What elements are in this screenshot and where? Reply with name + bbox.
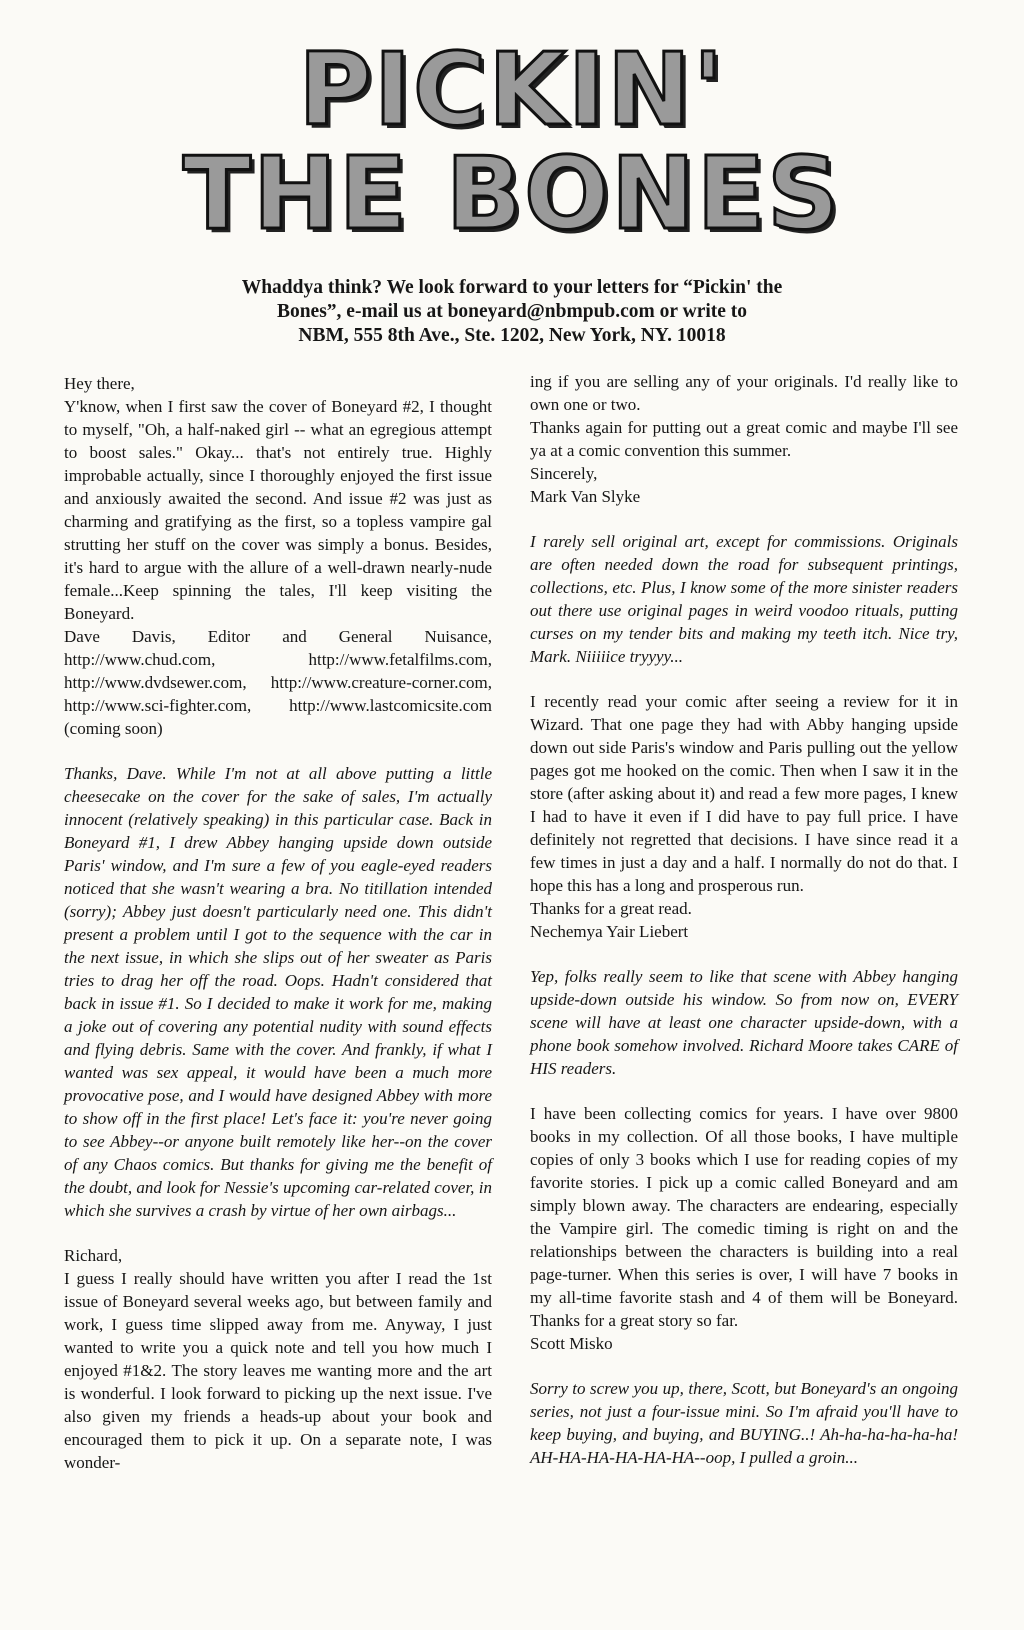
reply-dave [64, 762, 492, 1222]
letter-nechemya [530, 690, 958, 943]
letter-closing: Thanks again for putting out a great comic and maybe I'll see ya at a comic convention this summer. [530, 418, 958, 460]
title-line-1: PICKIN' [298, 31, 726, 148]
letter-body: I guess I really should have written you after I read the 1st issue of Boneyard several weeks ago, but between family and work, I guess time slipped away from me. Anyway, I just wanted to write you a quick note and tell you how much I enjoyed #1&2. The story leaves me wanting more and the art is wonderful. I look forward to picking up the next issue. I've also given my friends a heads-up about your book and encouraged them to pick it up. On a separate note, I was wonder- [64, 1269, 492, 1472]
letter-signoff: Sincerely, [530, 464, 598, 483]
reply-mark [530, 530, 958, 668]
letter-mark-van-slyke-continued [530, 370, 958, 508]
reply-text: Sorry to screw you up, there, Scott, but Boneyard's an ongoing series, not just a four-issue mini. So I'm afraid you'll have to keep buying, and buying, and BUYING..! Ah-ha-ha-ha-ha-ha! AH-HA-HA-HA-HA-HA--oop, I pulled a groin... [530, 1379, 958, 1467]
letter-signature: Mark Van Slyke [530, 487, 641, 506]
letter-body: Y'know, when I first saw the cover of Boneyard #2, I thought to myself, "Oh, a half-naked girl -- what an egregious attempt to boost sales." Okay... that's not entirely true. Highly improbable actually, since I thoroughly enjoyed the first issue and anxiously awaited the second. And issue #2 was just as charming and gratifying as the first, so a topless vampire gal strutting her stuff on the cover was simply a bonus. Besides, it's hard to argue with the allure of a well-drawn nearly-nude female...Keep spinning the tales, I'll keep visiting the Boneyard. [64, 397, 492, 623]
title-line-2: THE BONES [182, 135, 842, 252]
intro-line-1: Whaddya think? We look forward to your letters for “Pickin' the [241, 277, 783, 298]
letter-signature: Dave Davis, Editor and General Nuisance, http://www.chud.com, http://www.fetalfilms.com, http://www.dvdsewer.com, http://www.creature-corner.com, http://www.sci-fighter.com, http://www.lastcomicsite.com (coming soon) [64, 627, 492, 738]
right-column [530, 370, 958, 1491]
letter-greeting: Richard, [64, 1246, 123, 1265]
letter-mark-van-slyke [64, 1244, 492, 1474]
reply-nechemya [530, 965, 958, 1080]
letter-scott-misko [530, 1102, 958, 1355]
letter-signature: Scott Misko [530, 1334, 613, 1353]
reply-scott [530, 1377, 958, 1469]
letter-greeting: Hey there, [64, 374, 135, 393]
letter-body: I have been collecting comics for years. I have over 9800 books in my collection. Of all those books, I have multiple copies of only 3 books which I use for reading copies of my favorite stories. I pick up a comic called Boneyard and am simply blown away. The characters are endearing, especially the Vampire girl. The comedic timing is right on and the relationships between the characters is building into a real page-turner. When this series is over, I will have 7 books in my all-time favorite stash and 4 of them will be Boneyard. Thanks for a great story so far. [530, 1104, 958, 1330]
reply-text: Yep, folks really seem to like that scene with Abbey hanging upside-down outside his window. So from now on, EVERY scene will have at least one character upside-down, with a phone book somehow involved. Richard Moore takes CARE of HIS readers. [530, 967, 958, 1078]
intro-text [150, 276, 874, 348]
reply-text: I rarely sell original art, except for commissions. Originals are often needed down the road for subsequent printings, collections, etc. Plus, I know some of the more sinister readers out there use original pages in weird voodoo rituals, putting curses on my tender bits and making my teeth itch. Nice try, Mark. Niiiiice tryyyy... [530, 532, 958, 666]
letter-body: I recently read your comic after seeing a review for it in Wizard. That one page they had with Abby hanging upside down out side Paris's window and Paris pulling out the yellow pages got me hooked on the comic. Then when I saw it in the store (after asking about it) and read a few more pages, I knew I had to have it even if I did have to pay full price. I have definitely not regretted that decisions. I have since read it a few times in just a day and a half. I normally do not do that. I hope this has a long and prosperous run. [530, 692, 958, 895]
reply-text: Thanks, Dave. While I'm not at all above putting a little cheesecake on the cover for the sake of sales, I'm actually innocent (relatively speaking) in this particular case. Back in Boneyard #1, I drew Abbey hanging upside down outside Paris' window, and I'm sure a few of you eagle-eyed readers noticed that she wasn't wearing a bra. No titillation intended (sorry); Abbey just doesn't particularly need one. This didn't present a problem until I got to the sequence with the car in the next issue, in which she slips out of her sweater as Paris tries to drag her off the road. Oops. Hadn't considered that back in issue #1. So I decided to make it work for me, making a joke out of covering any potential nudity with sound effects and flying debris. Same with the cover. And frankly, if what I wanted was sex appeal, it would have been a much more provocative pose, and I would have designed Abbey with more to show off in the first place! Let's face it: you're never going to see Abbey--or anyone built remotely like her--on the cover of any Chaos comics. But thanks for giving me the benefit of the doubt, and look for Nessie's upcoming car-related cover, in which she survives a crash by virtue of her own airbags... [64, 764, 492, 1220]
letter-body: ing if you are selling any of your originals. I'd really like to own one or two. [530, 372, 958, 414]
letter-dave-davis [64, 372, 492, 740]
letter-closing: Thanks for a great read. [530, 899, 692, 918]
intro-line-2: Bones”, e-mail us at boneyard@nbmpub.com or write to [276, 301, 748, 322]
letter-signature: Nechemya Yair Liebert [530, 922, 689, 941]
page-title [0, 31, 1024, 252]
intro-line-3: NBM, 555 8th Ave., Ste. 1202, New York, NY. 10018 [298, 325, 726, 346]
left-column [64, 372, 492, 1496]
